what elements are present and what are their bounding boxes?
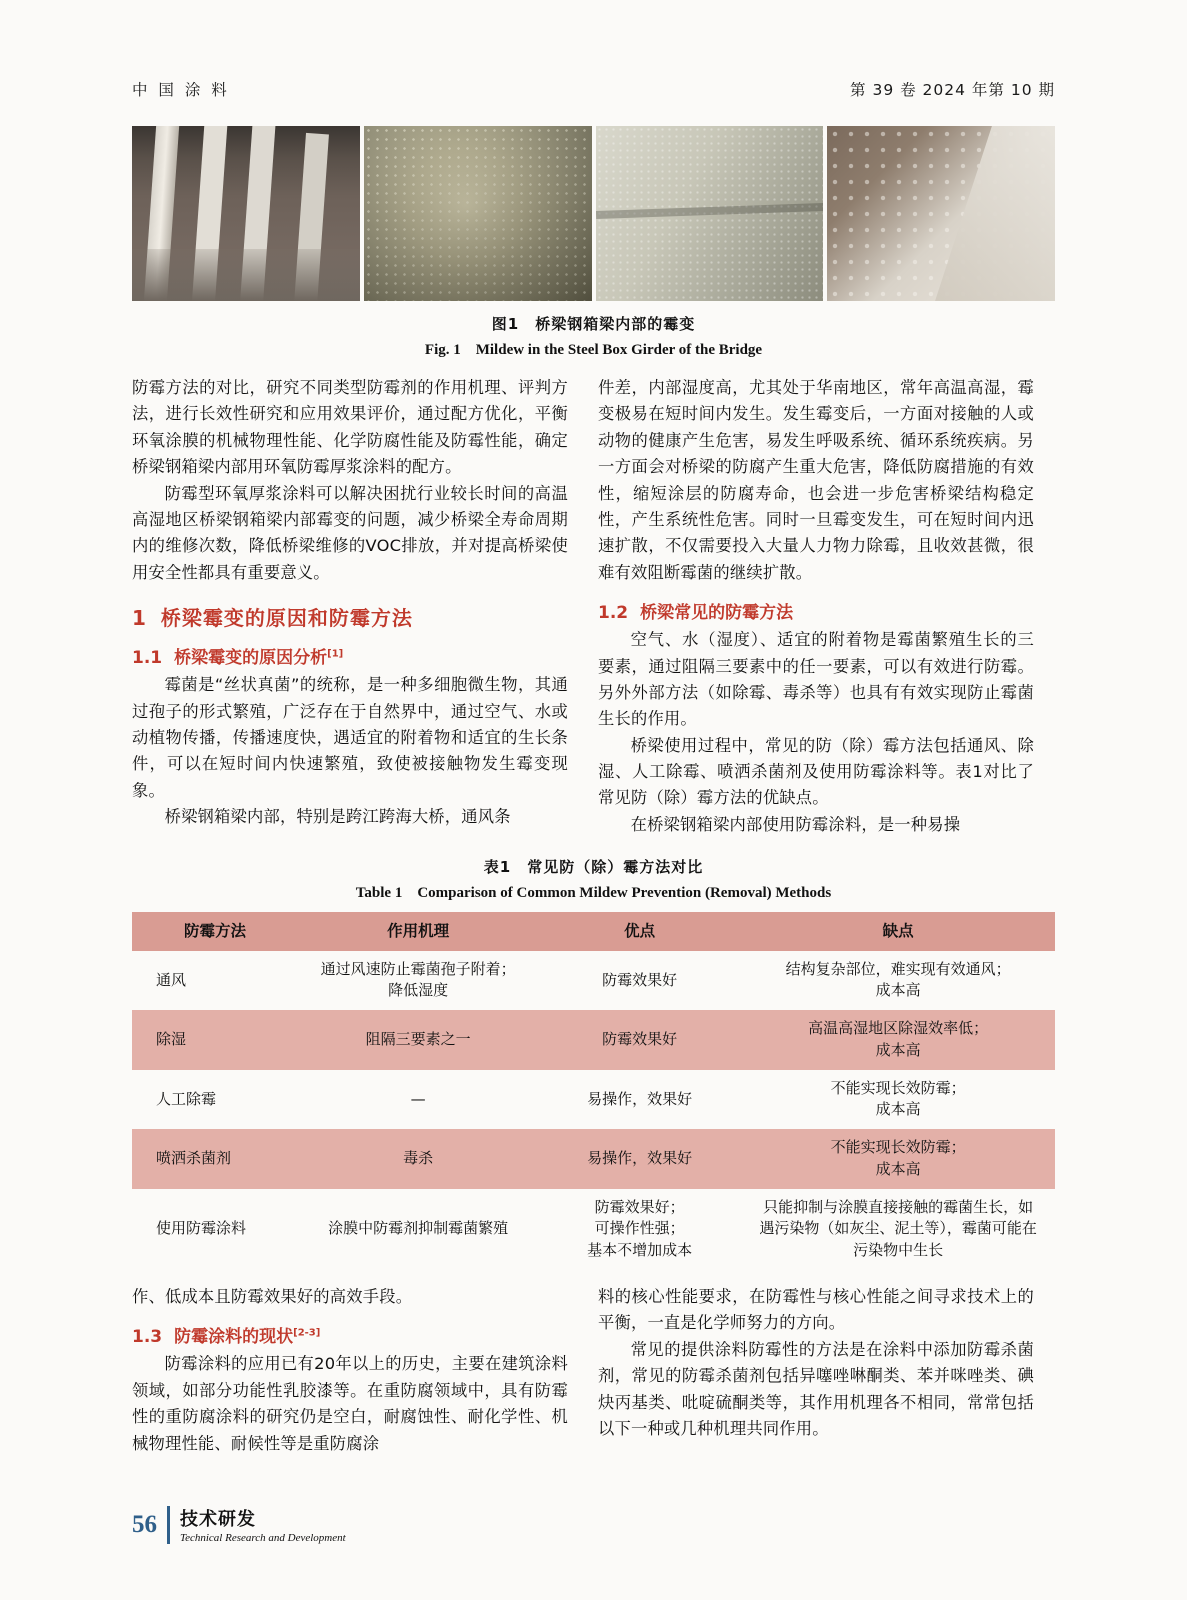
subsection-title: 桥梁常见的防霉方法 (640, 603, 794, 624)
table-caption-en: Table 1 Comparison of Common Mildew Prevention (Removal) Methods (355, 885, 832, 902)
footer-label-en: Technical Research and Development (180, 1532, 346, 1544)
table-header-row (132, 912, 1055, 950)
left-column-bottom (132, 1284, 568, 1457)
table-header-cell: 防霉方法 (132, 912, 298, 950)
table-cell: 人工除霉 (132, 1070, 298, 1130)
table-header-cell: 优点 (538, 912, 741, 950)
comparison-table (132, 912, 1055, 1270)
section-number: 1 (132, 606, 147, 631)
journal-name: 中 国 涂 料 (132, 81, 230, 99)
paragraph: 霉菌是“丝状真菌”的统称，是一种多细胞微生物，其通过孢子的形式繁殖，广泛存在于自然界中，通过空气、水或动植物传播，传播速度快，遇适宜的附着物和适宜的生长条件，可以在短时间内快速繁殖，致使被接触物发生霉变现象。 (132, 675, 568, 800)
figure-image-2 (364, 126, 592, 301)
figure-image-1 (132, 126, 360, 301)
paragraph: 空气、水（湿度）、适宜的附着物是霉菌繁殖生长的三要素，通过阻隔三要素中的任一要素，可以有效进行防霉。另外外部方法（如除霉、毒杀等）也具有有效实现防止霉菌生长的作用。 (598, 630, 1034, 729)
paragraph: 防霉涂料的应用已有20年以上的历史，主要在建筑涂料领域，如部分功能性乳胶漆等。在重防腐领域中，具有防霉性的重防腐涂料的研究仍是空白，耐腐蚀性、耐化学性、机械物理性能、耐候性等是重防腐涂 (132, 1354, 568, 1453)
subsection-number: 1.2 (598, 603, 629, 624)
paragraph: 桥梁使用过程中，常见的防（除）霉方法包括通风、除湿、人工除霉、喷洒杀菌剂及使用防霉涂料等。表1对比了常见防（除）霉方法的优缺点。 (598, 735, 1034, 808)
footer-section-label (180, 1505, 346, 1544)
table-cell: — (298, 1070, 538, 1130)
figure-image-4 (827, 126, 1055, 301)
table-caption-cn: 表1 常见防（除）霉方法对比 (483, 858, 704, 877)
table-cell: 易操作，效果好 (538, 1129, 741, 1189)
paragraph: 桥梁钢箱梁内部，特别是跨江跨海大桥，通风条 (164, 807, 511, 827)
right-column-bottom (598, 1284, 1034, 1457)
table-cell: 易操作，效果好 (538, 1070, 741, 1130)
subsection-title: 桥梁霉变的原因分析 (174, 648, 328, 669)
paragraph: 在桥梁钢箱梁内部使用防霉涂料，是一种易操 (630, 814, 961, 834)
table-cell: 涂膜中防霉剂抑制霉菌繁殖 (298, 1189, 538, 1270)
paragraph: 件差，内部湿度高，尤其处于华南地区，常年高温高湿，霉变极易在短时间内发生。发生霉变后，一方面对接触的人或动物的健康产生危害，易发生呼吸系统、循环系统疾病。另一方面会对桥梁的防腐产生重大危害，降低防腐措施的有效性，缩短涂层的防腐寿命，也会进一步危害桥梁结构稳定性，产生系统性危害。同时一旦霉变发生，可在短时间内迅速扩散，不仅需要投入大量人力物力除霉，且收效甚微，很难有效阻断霉菌的继续扩散。 (598, 378, 1034, 582)
table-cell: 通过风速防止霉菌孢子附着； 降低湿度 (298, 951, 538, 1011)
page-number: 56 (132, 1510, 157, 1538)
paragraph: 料的核心性能要求，在防霉性与核心性能之间寻求技术上的平衡，一直是化学师努力的方向。 (598, 1286, 1034, 1333)
paragraph: 常见的提供涂料防霉性的方法是在涂料中添加防霉杀菌剂，常见的防霉杀菌剂包括异噻唑啉酮类、苯并咪唑类、碘炔丙基类、吡啶硫酮类等，其作用机理各不相同，常常包括以下一种或几种机理共同作用。 (598, 1339, 1034, 1438)
table-row (132, 1129, 1055, 1189)
footer-divider (167, 1506, 170, 1544)
figure-1-caption (132, 313, 1055, 359)
running-head (132, 0, 1055, 100)
section-title: 桥梁霉变的原因和防霉方法 (160, 606, 413, 631)
reference-marker: [2-3] (293, 1327, 321, 1339)
left-column (132, 375, 568, 838)
table-cell: 高温高湿地区除湿效率低； 成本高 (741, 1010, 1055, 1070)
table-row (132, 951, 1055, 1011)
table-cell: 结构复杂部位，难实现有效通风； 成本高 (741, 951, 1055, 1011)
table-cell: 喷洒杀菌剂 (132, 1129, 298, 1189)
table-cell: 除湿 (132, 1010, 298, 1070)
table-cell: 使用防霉涂料 (132, 1189, 298, 1270)
section-heading-1 (132, 602, 568, 631)
table-cell: 只能抑制与涂膜直接接触的霉菌生长，如 遇污染物（如灰尘、泥土等），霉菌可能在 污染物中生长 (741, 1189, 1055, 1270)
table-cell: 通风 (132, 951, 298, 1011)
paragraph: 防霉型环氧厚浆涂料可以解决困扰行业较长时间的高温高湿地区桥梁钢箱梁内部霉变的问题，减少桥梁全寿命周期内的维修次数，降低桥梁维修的VOC排放，并对提高桥梁使用安全性都具有重要意义。 (132, 483, 568, 582)
figure-caption-en: Fig. 1 Mildew in the Steel Box Girder of the Bridge (424, 342, 763, 358)
table-cell: 防霉效果好； 可操作性强； 基本不增加成本 (538, 1189, 741, 1270)
table-cell: 毒杀 (298, 1129, 538, 1189)
figure-caption-cn: 图1 桥梁钢箱梁内部的霉变 (491, 315, 696, 333)
table-row (132, 1010, 1055, 1070)
table-1-block (132, 856, 1055, 1270)
right-column (598, 375, 1034, 838)
table-cell: 防霉效果好 (538, 1010, 741, 1070)
subsection-heading-1-3 (132, 1322, 568, 1347)
figure-1-images (132, 126, 1055, 301)
table-1-caption (132, 856, 1055, 902)
table-cell: 不能实现长效防霉； 成本高 (741, 1129, 1055, 1189)
paragraph: 作、低成本且防霉效果好的高效手段。 (132, 1286, 413, 1306)
subsection-heading-1-2 (598, 598, 1034, 623)
table-head (132, 912, 1055, 950)
issue-info: 第 39 卷 2024 年第 10 期 (850, 81, 1055, 99)
footer-label-cn: 技术研发 (180, 1509, 256, 1530)
subsection-number: 1.1 (132, 648, 163, 669)
table-cell: 阻隔三要素之一 (298, 1010, 538, 1070)
table-header-cell: 缺点 (741, 912, 1055, 950)
paragraph: 防霉方法的对比，研究不同类型防霉剂的作用机理、评判方法，进行长效性研究和应用效果评价，通过配方优化，平衡环氧涂膜的机械物理性能、化学防腐性能及防霉性能，确定桥梁钢箱梁内部用环氧防霉厚浆涂料的配方。 (132, 378, 568, 477)
table-header-cell: 作用机理 (298, 912, 538, 950)
body-columns-bottom (132, 1284, 1055, 1457)
table-cell: 防霉效果好 (538, 951, 741, 1011)
body-columns-top (132, 375, 1055, 838)
table-body (132, 951, 1055, 1270)
table-row (132, 1070, 1055, 1130)
page-footer (132, 1505, 346, 1544)
reference-marker: [1] (327, 648, 344, 660)
figure-image-3 (596, 126, 824, 301)
subsection-heading-1-1 (132, 643, 568, 668)
table-cell: 不能实现长效防霉； 成本高 (741, 1070, 1055, 1130)
table-row (132, 1189, 1055, 1270)
subsection-number: 1.3 (132, 1327, 163, 1348)
subsection-title: 防霉涂料的现状 (174, 1327, 294, 1348)
